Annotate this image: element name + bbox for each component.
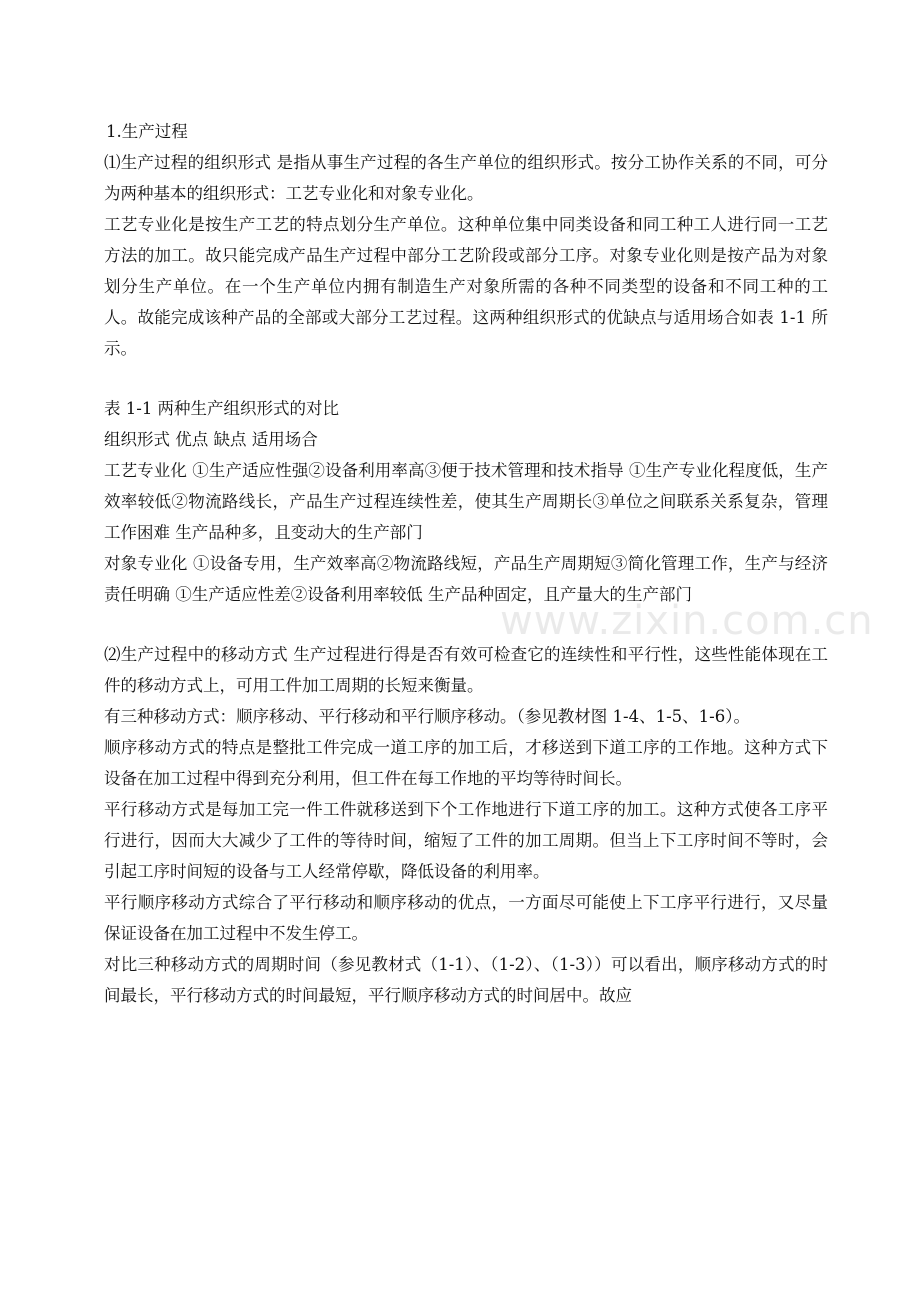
paragraph-movement-methods: ⑵生产过程中的移动方式 生产过程进行得是否有效可检查它的连续性和平行性，这些性能体现在工件的移动方式上，可用工件加工周期的长短来衡量。	[104, 645, 828, 695]
table-row-process-specialization: 工艺专业化 ①生产适应性强②设备利用率高③便于技术管理和技术指导 ①生产专业化程度低，生产效率较低②物流路线长，产品生产过程连续性差，使其生产周期长③单位之间联系关系复杂，管理工作困难 生产品种多，且变动大的生产部门	[104, 461, 828, 542]
paragraph-parallel-movement: 平行移动方式是每加工完一件工件就移送到下个工作地进行下道工序的加工。这种方式使各工序平行进行，因而大大减少了工件的等待时间，缩短了工件的加工周期。但当上下工序时间不等时，会引起工序时间短的设备与工人经常停歇，降低设备的利用率。	[104, 800, 828, 881]
table-row-object-specialization: 对象专业化 ①设备专用，生产效率高②物流路线短，产品生产周期短③简化管理工作，生产与经济责任明确 ①生产适应性差②设备利用率较低 生产品种固定，且产量大的生产部门	[104, 554, 828, 604]
table-caption: 表 1-1 两种生产组织形式的对比	[104, 399, 340, 418]
paragraph-organization-forms: ⑴生产过程的组织形式 是指从事生产过程的各生产单位的组织形式。按分工协作关系的不同，可分为两种基本的组织形式：工艺专业化和对象专业化。	[104, 153, 828, 203]
table-header-row: 组织形式 优点 缺点 适用场合	[104, 430, 318, 449]
paragraph-parallel-sequential-movement: 平行顺序移动方式综合了平行移动和顺序移动的优点，一方面尽可能使上下工序平行进行，又尽量保证设备在加工过程中不发生停工。	[104, 893, 828, 943]
section-heading: 1.生产过程	[106, 122, 188, 141]
paragraph-three-methods: 有三种移动方式：顺序移动、平行移动和平行顺序移动。（参见教材图 1-4、1-5、1-6）。	[104, 707, 750, 726]
watermark: www.zixin.com.cn	[500, 598, 874, 644]
document-body	[104, 116, 828, 1011]
paragraph-specialization: 工艺专业化是按生产工艺的特点划分生产单位。这种单位集中同类设备和同工种工人进行同一工艺方法的加工。故只能完成产品生产过程中部分工艺阶段或部分工序。对象专业化则是按产品为对象划分生产单位。在一个生产单位内拥有制造生产对象所需的各种不同类型的设备和不同工种的工人。故能完成该种产品的全部或大部分工艺过程。这两种组织形式的优缺点与适用场合如表 1-1 所示。	[104, 215, 828, 358]
paragraph-sequential-movement: 顺序移动方式的特点是整批工件完成一道工序的加工后，才移送到下道工序的工作地。这种方式下设备在加工过程中得到充分利用，但工件在每工作地的平均等待时间长。	[104, 738, 828, 788]
paragraph-cycle-comparison: 对比三种移动方式的周期时间（参见教材式（1-1）、（1-2）、（1-3））可以看出，顺序移动方式的时间最长，平行移动方式的时间最短，平行顺序移动方式的时间居中。故应	[104, 955, 828, 1005]
